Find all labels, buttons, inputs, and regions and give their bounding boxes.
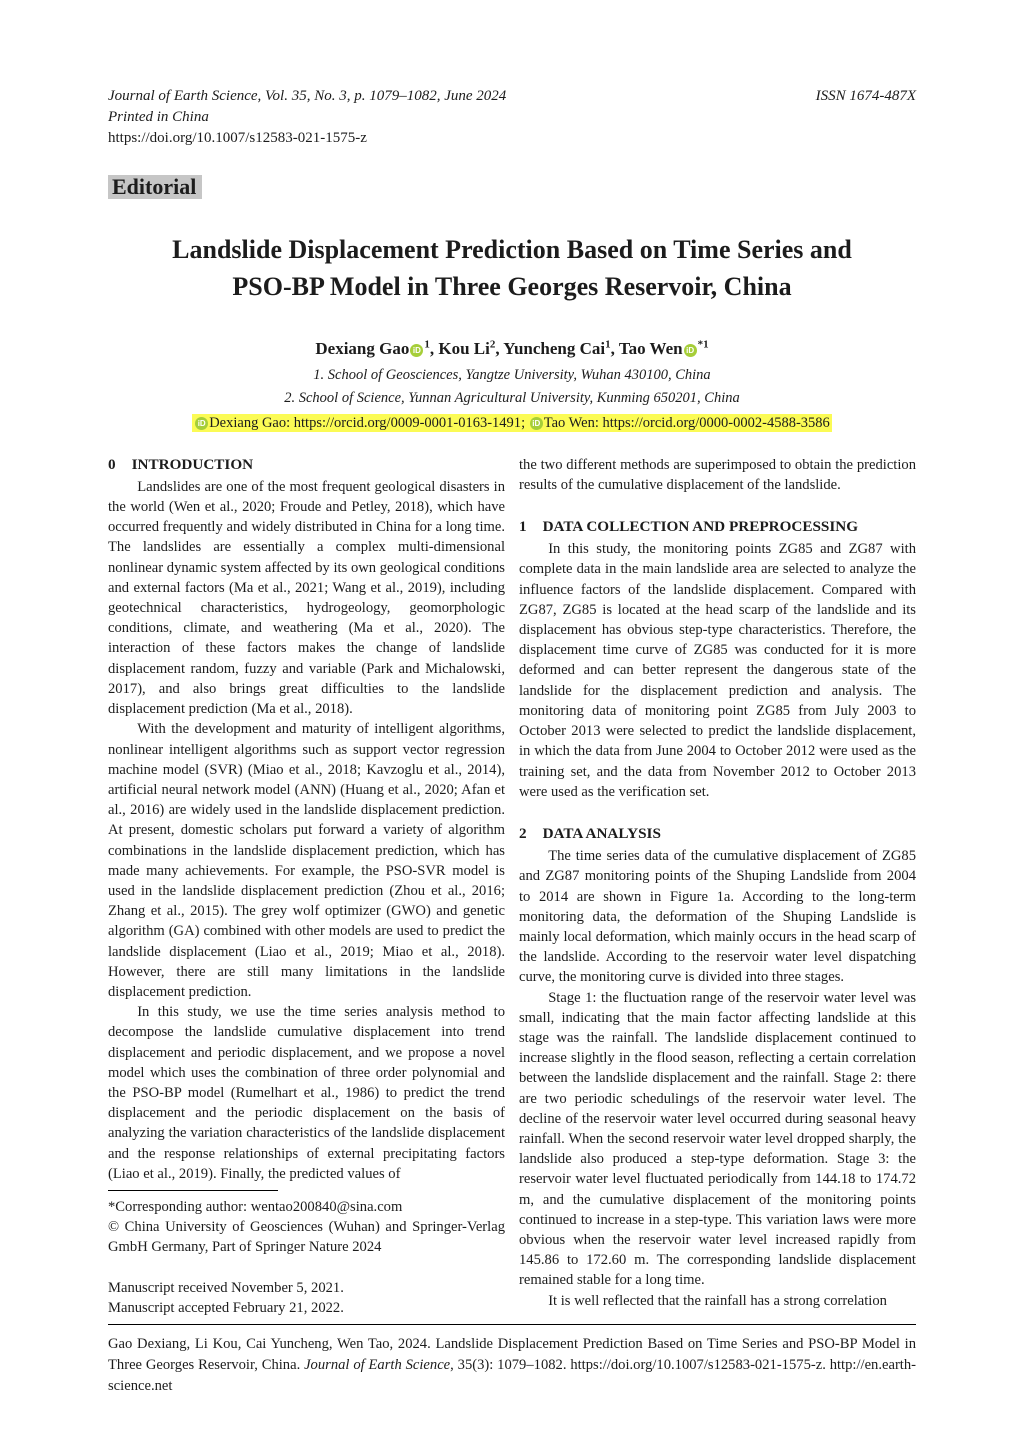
author-1: Dexiang Gao $iD^1$, — [315, 338, 439, 358]
author-2: Kou Li$^2$, — [438, 338, 504, 358]
citation-links[interactable]: , 35(3): 1079–1082. https://doi.org/10.1007/s12583-021-1575-z. http://en.earth-science.net — [108, 1356, 917, 1394]
data-analysis-paragraph-2: Stage 1: the fluctuation range of the reservoir water level was small, indicating that the main factor affecting landslide at this stage was the rainfall. The landslide displacement continued to increase slightly in the flood season, reflecting a certain correlation between the landslide displacement and the rainfall. Stage 2: there are two periodic schedulings of the reservoir water level. The decline of the reservoir water level occurred during seasonal heavy rainfall. When the second reservoir water level dropped sharply, the landslide also produced a step-type deformation. Stage 3: the reservoir water level fluctuated periodically from 144.18 to 174.72 m, and the cumulative displacement of the monitoring points continued to increase in a step-type. This variation laws were more obvious when the reservoir water level increased rapidly from 145.86 to 172.60 m. The corresponding landslide displacement remained stable for a long time. — [519, 989, 916, 1289]
affiliation-2: 2. School of Science, Yunnan Agricultural University, Kunming 650201, China — [284, 389, 740, 406]
author-affil-sup: 2 — [489, 338, 496, 350]
intro-paragraph-1: Landslides are one of the most frequent geological disasters in the world (Wen et al., 2020; Froude and Petley, 2018), which have occurred frequently and widely distributed in China for a long time. The landslides are essentially a complex multi-dimensional nonlinear dynamic system affected by its own geological conditions and external factors (Ma et al., 2021; Wang et al., 2019), including geotechnical characteristics, hydrogeology, geomorphologic conditions, climate, and weathering (Ma et al., 2020). The interaction of these factors makes the change of landslide displacement random, fuzzy and variable (Park and Michalowski, 2017), and also brings great difficulties to the landslide displacement prediction (Ma et al., 2018). — [108, 478, 505, 718]
orcid-icon: iD — [195, 417, 208, 430]
author-3: Yuncheng Cai$^1$, — [503, 338, 619, 358]
affiliation-1: 1. School of Geosciences, Yangtze University, Wuhan 430100, China — [313, 366, 711, 383]
author-name: Kou Li — [438, 338, 490, 358]
printed-in: Printed in China — [108, 109, 209, 125]
continuation-paragraph: the two different methods are superimposed to obtain the prediction results of the cumulative displacement of the landslide. — [519, 456, 916, 493]
author-name: Yuncheng Cai — [503, 338, 606, 358]
orcid-icon: iD — [530, 417, 543, 430]
doi-link[interactable]: https://doi.org/10.1007/s12583-021-1575-z — [108, 130, 367, 146]
copyright-line: © China University of Geosciences (Wuhan) and Springer-Verlag GmbH Germany, Part of Springer Nature 2024 — [108, 1219, 505, 1256]
footnote-rule — [108, 1190, 278, 1191]
author-name: Dexiang Gao — [315, 338, 410, 358]
data-analysis-paragraph-1: The time series data of the cumulative displacement of ZG85 and ZG87 monitoring points of the Shuping Landslide from 2004 to 2014 are shown in Figure 1a. According to the long-term monitoring data, the deformation of the Shuping Landslide is mainly local deformation, which mainly occurs in the head scarp of the landslide. According to the reservoir water level dispatching curve, the monitoring curve is divided into three stages. — [519, 848, 916, 986]
orcid-icon[interactable]: iD — [410, 344, 423, 357]
author-affil-sup: 1 — [605, 338, 611, 350]
author-affil-sup: 1 — [424, 338, 430, 350]
journal-volume-line: Journal of Earth Science, Vol. 35, No. 3, p. 1079–1082, June 2024 — [108, 88, 507, 104]
issn: ISSN 1674-487X — [815, 88, 916, 104]
orcid-icon[interactable]: iD — [684, 344, 697, 357]
page-header — [108, 86, 916, 201]
author-name: Tao Wen — [618, 338, 683, 358]
paper-title-line2: PSO-BP Model in Three Georges Reservoir, China — [232, 272, 792, 301]
orcid-url-1[interactable]: https://orcid.org/0009-0001-0163-1491 — [293, 414, 522, 431]
right-column — [519, 455, 916, 1318]
author-line — [108, 333, 916, 360]
manuscript-received: Manuscript received November 5, 2021. — [108, 1279, 344, 1296]
corresponding-author-line: *Corresponding author: wentao200840@sina.com — [108, 1198, 403, 1215]
manuscript-accepted: Manuscript accepted February 21, 2022. — [108, 1299, 344, 1316]
corresponding-email[interactable]: wentao200840@sina.com — [250, 1198, 403, 1215]
paper-title — [108, 231, 916, 305]
section-heading-data-collection: 1 DATA COLLECTION AND PREPROCESSING — [519, 518, 859, 536]
article-type-badge: Editorial — [108, 175, 202, 199]
data-collection-paragraph-1: In this study, the monitoring points ZG85 and ZG87 with complete data in the main landslide area are selected to analyze the influence factors of the landslide displacement. Compared with ZG87, ZG85 is located at the head scarp of the landslide and its displacement has obvious step-type characteristics. Therefore, the displacement time curve of ZG85 was conducted for it is more deformed and can better represent the dangerous state of the landslide for the displacement prediction and analysis. The monitoring data of monitoring point ZG85 from July 2003 to October 2013 were selected to predict the landslide displacement, in which the data from June 2004 to October 2012 were used as the training set, and the data from November 2012 to October 2013 were used as the verification set. — [519, 541, 916, 800]
intro-paragraph-2: With the development and maturity of intelligent algorithms, nonlinear intelligent algorithms such as support vector regression machine model (SVR) (Miao et al., 2018; Kavzoglu et al., 2014), artificial neural network model (ANN) (Huang et al., 2020; Afan et al., 2016) are widely used in the landslide displacement prediction. At present, domestic scholars put forward a variety of algorithm combinations in the landslide displacement prediction, which has made many achievements. For example, the PSO-SVR model is used in the landslide displacement prediction (Zhou et al., 2016; Zhang et al., 2015). The grey wolf optimizer (GWO) and genetic algorithm (GA) combined with other models are used to predict the landslide displacement (Liao et al., 2019; Miao et al., 2018). However, there are still many limitations in the landslide displacement prediction. — [108, 721, 505, 1000]
section-heading-introduction: 0 INTRODUCTION — [108, 455, 254, 473]
intro-paragraph-3: In this study, we use the time series analysis method to decompose the landslide cumulative displacement into trend displacement and periodic displacement, and we propose a novel model which uses the combination of three order polynomial and the PSO-BP model (Rumelhart et al., 1986) to predict the trend displacement and the periodic displacement on the basis of analyzing the variation characteristics of the landslide displacement and the response relationships of external precipitating factors (Liao et al., 2019). Finally, the predicted values of — [108, 1004, 505, 1182]
citation-journal-name: Journal of Earth Science — [304, 1356, 451, 1373]
author-4 — [619, 339, 709, 358]
section-heading-data-analysis: 2 DATA ANALYSIS — [519, 824, 661, 842]
paper-page — [108, 0, 916, 1397]
footer-citation — [108, 1324, 916, 1397]
left-column — [108, 455, 505, 1318]
orcid-statement: iD Dexiang Gao: https://orcid.org/0009-0001-0163-1491; iD Tao Wen: https://orcid.org/0000-0002-4588-3586 — [108, 413, 916, 433]
orcid-name-2: Tao Wen: — [543, 414, 603, 431]
data-analysis-paragraph-3: It is well reflected that the rainfall has a strong correlation — [548, 1292, 887, 1309]
author-affil-sup: *1 — [697, 338, 709, 350]
footnote-block — [108, 1184, 505, 1318]
paper-title-line1: Landslide Displacement Prediction Based on Time Series and — [172, 235, 852, 264]
orcid-name-1: Dexiang Gao: — [209, 414, 294, 431]
body-columns — [108, 455, 916, 1318]
citation-text: Gao Dexiang, Li Kou, Cai Yuncheng, Wen Tao, 2024. Landslide Displacement Prediction Based on Time Series and PSO-BP Model in Three Georges Reservoir, China. Journal of Earth Science, 35(3): 1079–1082. https://doi.org/10.1007/s12583-021-1575-z. http://en.earth-science.net — [108, 1335, 917, 1394]
orcid-url-2[interactable]: https://orcid.org/0000-0002-4588-3586 — [602, 414, 830, 431]
